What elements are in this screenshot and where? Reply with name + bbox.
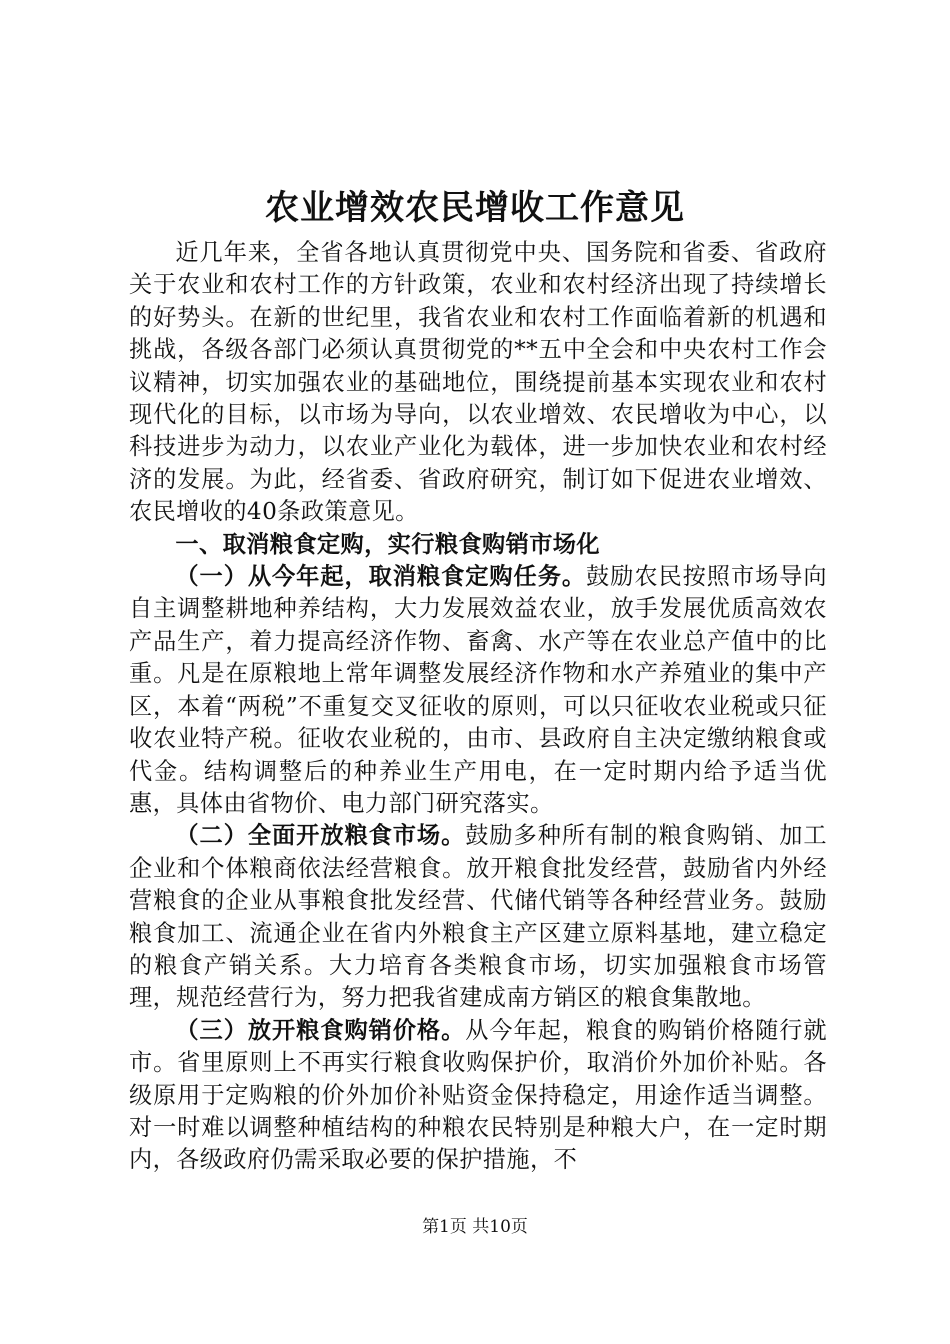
document-body — [129, 237, 827, 1177]
item-text: 从今年起，粮食的购销价格随行就市。省里原则上不再实行粮食收购保护价，取消价外加价补贴。各级原用于定购粮的价外加价补贴资金保持稳定，用途作适当调整。对一时难以调整种植结构的种粮农民特别是种粮大户，在一定时期内，各级政府仍需采取必要的保护措施，不 — [129, 1016, 827, 1174]
item-text: 鼓励农民按照市场导向自主调整耕地种养结构，大力发展效益农业，放手发展优质高效农产品生产，着力提高经济作物、畜禽、水产等在农业总产值中的比重。凡是在原粮地上常年调整发展经济作物和水产养殖业的集中产区，本着“两税”不重复交叉征收的原则，可以只征收农业税或只征收农业特产税。征收农业税的，由市、县政府自主决定缴纳粮食或代金。结构调整后的种养业生产用电，在一定时期内给予适当优惠，具体由省物价、电力部门研究落实。 — [129, 563, 827, 817]
item-title: （一）从今年起，取消粮食定购任务。 — [175, 563, 587, 591]
item-paragraph-3 — [129, 1015, 827, 1177]
item-paragraph-2 — [129, 820, 827, 1014]
document-title: 农业增效农民增收工作意见 — [265, 188, 685, 228]
item-title: （三）放开粮食购销价格。 — [175, 1016, 466, 1044]
intro-paragraph: 近几年来，全省各地认真贯彻党中央、国务院和省委、省政府关于农业和农村工作的方针政策，农业和农村经济出现了持续增长的好势头。在新的世纪里，我省农业和农村工作面临着新的机遇和挑战，各级各部门必须认真贯彻党的**五中全会和中央农村工作会议精神，切实加强农业的基础地位，围绕提前基本实现农业和农村现代化的目标，以市场为导向，以农业增效、农民增收为中心，以科技进步为动力，以农业产业化为载体，进一步加快农业和农村经济的发展。为此，经省委、省政府研究，制订如下促进农业增效、农民增收的40条政策意见。 — [129, 239, 827, 526]
item-paragraph-1 — [129, 561, 827, 820]
page-number-footer: 第1页 共10页 — [422, 1217, 528, 1237]
item-title: （二）全面开放粮食市场。 — [175, 822, 466, 850]
item-text: 鼓励多种所有制的粮食购销、加工企业和个体粮商依法经营粮食。放开粮食批发经营，鼓励省内外经营粮食的企业从事粮食批发经营、代储代销等各种经营业务。鼓励粮食加工、流通企业在省内外粮食主产区建立原料基地，建立稳定的粮食产销关系。大力培育各类粮食市场，切实加强粮食市场管理，规范经营行为，努力把我省建成南方销区的粮食集散地。 — [129, 822, 827, 1012]
section-heading: 一、取消粮食定购，实行粮食购销市场化 — [175, 530, 600, 558]
